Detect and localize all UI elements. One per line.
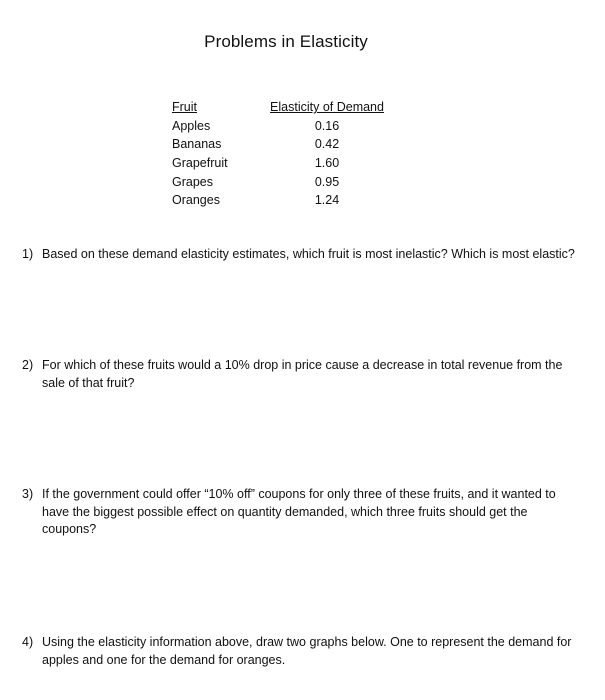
table-row	[172, 191, 390, 210]
elasticity-value: 1.60	[314, 156, 340, 171]
question-2	[22, 357, 577, 392]
question-4	[22, 634, 577, 669]
column-header-fruit: Fruit	[172, 100, 197, 115]
fruit-name: Bananas	[172, 137, 222, 152]
elasticity-value: 0.42	[314, 137, 340, 152]
table-header-row	[172, 98, 390, 117]
question-number: 2)	[22, 358, 34, 372]
question-text: If the government could offer “10% off” coupons for only three of these fruits, and it wanted to have the biggest possible effect on quantity demanded, which three fruits should get the coupons?	[42, 487, 556, 536]
question-number: 4)	[22, 635, 34, 649]
question-text: For which of these fruits would a 10% drop in price cause a decrease in total revenue from the sale of that fruit?	[42, 358, 563, 390]
elasticity-table	[172, 98, 390, 210]
fruit-name: Apples	[172, 118, 211, 133]
fruit-name: Grapefruit	[172, 156, 228, 171]
fruit-name: Grapes	[172, 174, 213, 189]
table-row	[172, 154, 390, 173]
question-1	[22, 246, 577, 264]
question-number: 1)	[22, 247, 34, 261]
fruit-name: Oranges	[172, 193, 220, 208]
question-3	[22, 486, 577, 539]
question-number: 3)	[22, 487, 34, 501]
question-text: Based on these demand elasticity estimates, which fruit is most inelastic? Which is most elastic?	[42, 247, 575, 261]
page-title: Problems in Elasticity	[204, 32, 368, 51]
elasticity-value: 1.24	[314, 193, 340, 208]
elasticity-value: 0.95	[314, 174, 340, 189]
question-text: Using the elasticity information above, draw two graphs below. One to represent the demand for apples and one for the demand for oranges.	[42, 635, 572, 667]
table-row	[172, 172, 390, 191]
table-row	[172, 135, 390, 154]
elasticity-value: 0.16	[314, 118, 340, 133]
table-row	[172, 117, 390, 136]
column-header-elasticity: Elasticity of Demand	[270, 100, 384, 115]
